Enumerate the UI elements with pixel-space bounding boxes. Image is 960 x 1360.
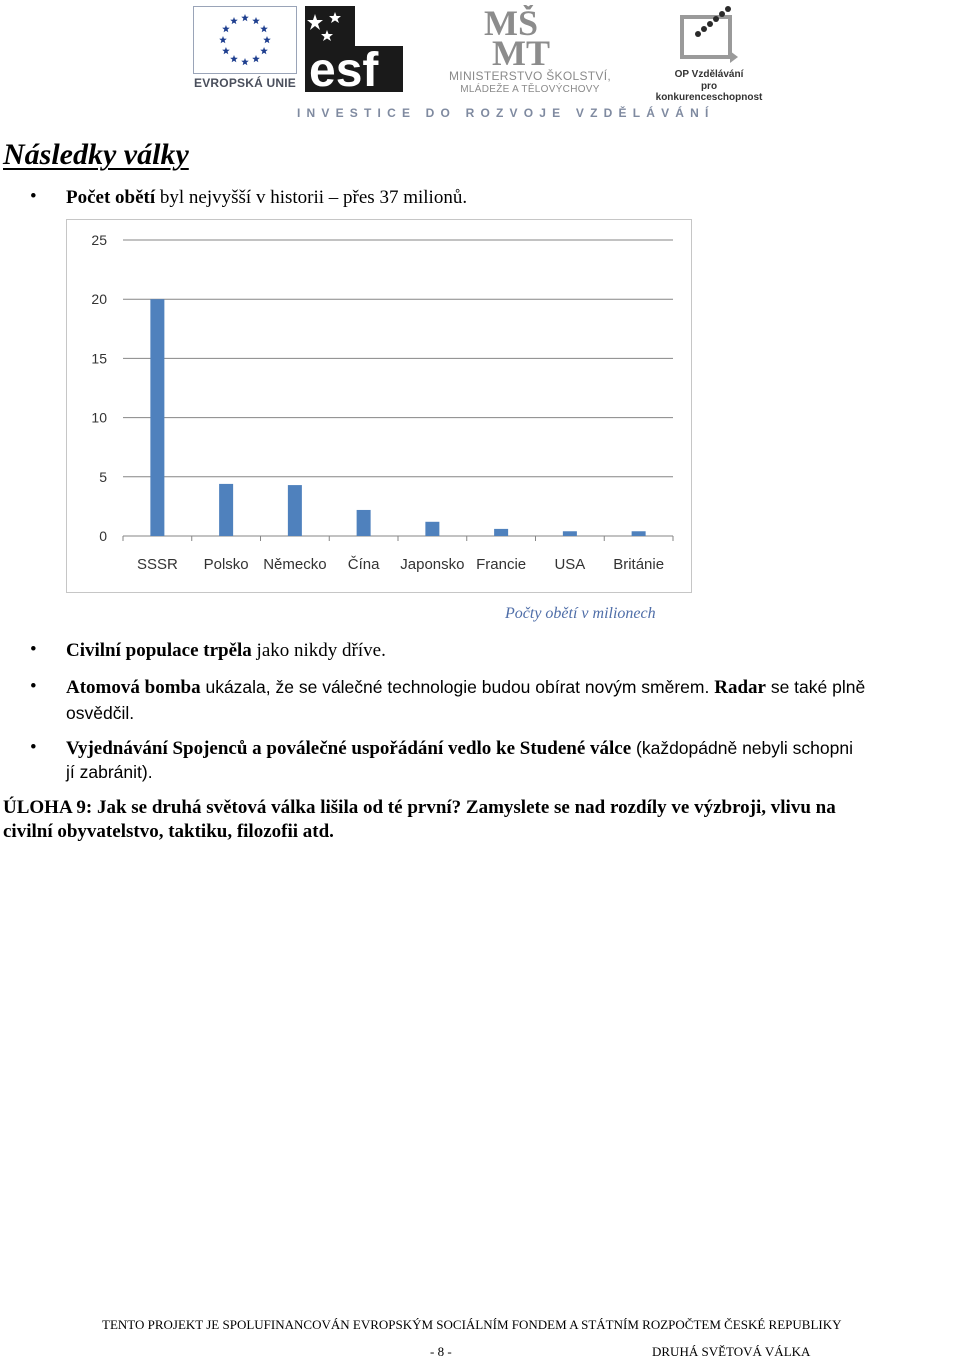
bullet-atomic-text: ukázala, že se válečné technologie budou obírat novým směrem. — [200, 677, 715, 697]
eu-star-icon — [263, 36, 271, 43]
y-tick-label: 5 — [99, 468, 107, 485]
msmt-name-line1: MINISTERSTVO ŠKOLSTVÍ, — [449, 69, 611, 83]
y-tick-label: 0 — [99, 528, 107, 544]
svg-text:MT: MT — [492, 33, 550, 67]
msmt-mark-icon — [440, 5, 620, 67]
bullet-atomic-bold: Atomová bomba — [66, 677, 201, 698]
bullet-negotiations-line2: jí zabránit). — [66, 762, 153, 782]
bullet-civilians-text: jako nikdy dříve. — [251, 640, 386, 661]
x-tick-label: Japonsko — [400, 556, 465, 573]
eu-flag-icon — [193, 6, 297, 74]
msmt-logo — [440, 5, 620, 95]
x-tick-label: Polsko — [203, 556, 249, 573]
bullet-negotiations-text: (každopádně nebyli schopni — [631, 738, 853, 758]
bullet-icon: • — [30, 639, 37, 660]
bullet-victims — [66, 187, 467, 209]
footer-project: TENTO PROJEKT JE SPOLUFINANCOVÁN EVROPSKÝM SOCIÁLNÍM FONDEM A STÁTNÍM ROZPOČTEM ČESKÉ REPUBLIKY — [102, 1317, 842, 1332]
eu-star-icon — [241, 58, 249, 65]
page-title: Následky války — [3, 138, 189, 171]
bar-francie — [494, 529, 508, 536]
x-tick-label: Čína — [347, 556, 380, 573]
eu-star-icon — [230, 55, 238, 62]
svg-text:MŠ: MŠ — [484, 5, 538, 43]
x-tick-label: SSSR — [136, 556, 178, 573]
task-line2: civilní obyvatelstvo, taktiku, filozofii atd. — [3, 821, 334, 842]
footer-topic: DRUHÁ SVĚTOVÁ VÁLKA — [652, 1344, 811, 1359]
chart-svg — [67, 220, 691, 592]
y-tick-label: 25 — [91, 232, 107, 248]
eu-star-icon — [260, 25, 268, 32]
x-tick-label: Francie — [476, 556, 527, 573]
bar-polsko — [219, 484, 233, 536]
bullet-victims-bold: Počet obětí — [66, 187, 156, 208]
bullet-civilians-bold: Civilní populace trpěla — [66, 640, 252, 661]
bullet-atomic — [66, 677, 865, 699]
svg-text:esf: esf — [309, 44, 379, 92]
bullet-radar-bold: Radar — [714, 677, 766, 698]
eu-star-icon — [252, 17, 260, 24]
y-tick-label: 20 — [91, 291, 107, 308]
eu-label: EVROPSKÁ UNIE — [194, 76, 296, 90]
op-name-line2: pro konkurenceschopnost — [655, 81, 763, 103]
x-tick-label: Německo — [263, 556, 327, 573]
eu-star-icon — [222, 47, 230, 54]
bar-británie — [632, 531, 646, 536]
bar-sssr — [150, 299, 164, 536]
eu-logo — [193, 6, 297, 92]
eu-star-icon — [241, 14, 249, 21]
bar-německo — [288, 485, 302, 536]
chart-caption: Počty obětí v milionech — [505, 605, 656, 622]
bullet-negotiations-bold: Vyjednávání Spojenců a poválečné uspořádání vedlo ke Studené válce — [66, 738, 632, 759]
msmt-name-line2: MLÁDEŽE A TĚLOVÝCHOVY — [460, 84, 600, 95]
bar-japonsko — [425, 522, 439, 536]
op-name-line1: OP Vzdělávání — [674, 69, 744, 80]
victims-bar-chart — [66, 219, 692, 593]
bullet-atomic-line2: osvědčil. — [66, 703, 135, 723]
bullet-icon: • — [30, 676, 37, 697]
page-header — [0, 0, 960, 125]
bullet-icon: • — [30, 737, 37, 758]
eu-star-icon — [230, 17, 238, 24]
bullet-civilians — [66, 640, 386, 662]
eu-star-icon — [252, 55, 260, 62]
task-line1: ÚLOHA 9: Jak se druhá světová válka lišila od té první? Zamyslete se nad rozdíly ve výzbroji, vlivu na — [3, 797, 836, 818]
esf-logo — [305, 6, 403, 92]
y-tick-label: 10 — [91, 409, 107, 426]
eu-star-icon — [260, 47, 268, 54]
bar-čína — [357, 510, 371, 536]
eu-star-icon — [219, 36, 227, 43]
header-tagline: INVESTICE DO ROZVOJE VZDĚLÁVÁNÍ — [297, 106, 715, 120]
eu-star-icon — [222, 25, 230, 32]
x-tick-label: Británie — [613, 556, 665, 573]
x-tick-label: USA — [554, 556, 586, 573]
y-tick-label: 15 — [91, 350, 107, 367]
bullet-icon: • — [30, 186, 37, 207]
bullet-negotiations — [66, 738, 853, 760]
op-mark-icon — [650, 3, 768, 67]
op-logo — [650, 3, 768, 103]
page-number: - 8 - — [430, 1344, 452, 1359]
bar-usa — [563, 531, 577, 536]
bullet-victims-text: byl nejvyšší v historii – přes 37 milionů. — [155, 187, 468, 208]
bullet-radar-text: se také plně — [765, 677, 866, 697]
